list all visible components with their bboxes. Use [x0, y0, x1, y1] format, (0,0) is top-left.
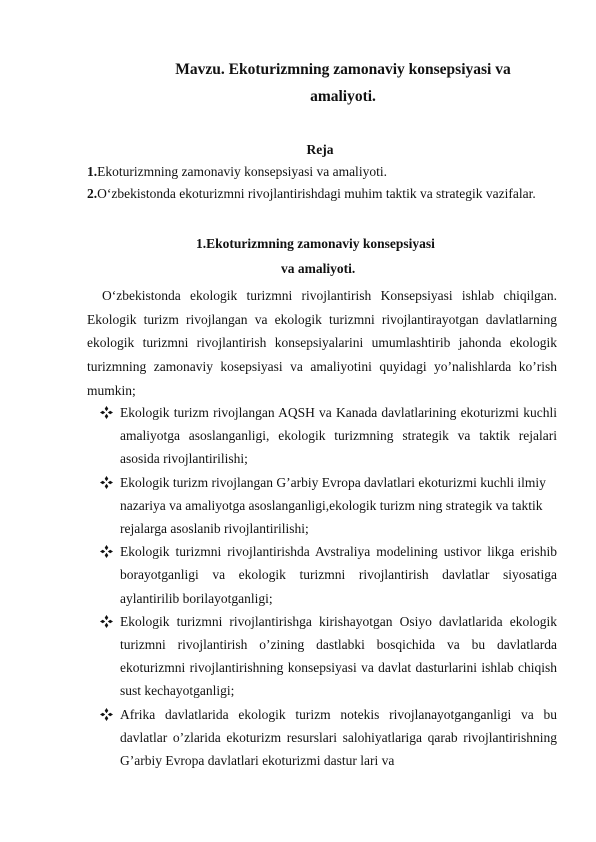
diamond-bullet-icon: [100, 708, 113, 721]
document-title-line1: Mavzu. Ekoturizmning zamonaviy konsepsiyasi va: [175, 61, 511, 78]
intro-paragraph: O‘zbekistonda ekologik turizmni rivojlantirish Konsepsiyasi ishlab chiqilgan. Ekologik turizm rivojlangan va ekologik turizmni rivojlantirayotgan davlatlarning ekologik turizmni rivojlantirish konsepsiyalarini umumlashtirib jahonda ekologik turizmning zamonaviy kosepsiyasi va amaliyotini quyidagi yo’nalishlarda ko’rish mumkin;: [87, 288, 557, 398]
diamond-bullet-icon: [100, 615, 113, 628]
bullet-text: Afrika davlatlarida ekologik turizm notekis rivojlanayotganganligi va bu davlatlar o’zlarida ekoturizm resurslari salohiyatlariga qarab rivojlantirishning G’arbiy Evropa davlatlari ekoturizmi dastur lari va: [120, 706, 557, 769]
bullet-item-2: [100, 471, 557, 541]
diamond-bullet-icon: [100, 406, 113, 419]
plan-item-text: Ekoturizmning zamonaviy konsepsiyasi va amaliyoti.: [97, 164, 387, 179]
section-title-line1: 1.Ekoturizmning zamonaviy konsepsiyasi: [196, 236, 435, 251]
bullet-item-3: [100, 540, 557, 610]
section-title-line2: va amaliyoti.: [281, 261, 356, 276]
diamond-bullet-icon: [100, 545, 113, 558]
bullet-text: Ekologik turizmni rivojlantirishda Avstraliya modelining ustivor likga erishib borayotganligi va ekologik turizmni rivojlantirish davlatlar siyosatiga aylantirilib borilayotganligi;: [120, 544, 557, 606]
bullet-item-4: [100, 610, 557, 703]
bullet-text: Ekologik turizmni rivojlantirishga kirishayotgan Osiyo davlatlarida ekologik turizmni rivojlantirish o’zining dastlabki bosqichida va bu davlatlarda ekoturizmni rivojlantirishning konsepsiyasi va davlat dasturlarini ishlab chiqish sust kechayotganligi;: [120, 613, 557, 699]
plan-item-number: 2.: [87, 186, 98, 201]
plan-item-text: O‘zbekistonda ekoturizmni rivojlantirishdagi muhim taktik va strategik vazifalar.: [97, 186, 536, 201]
diamond-bullet-icon: [100, 476, 113, 489]
bullet-item-5: [100, 703, 557, 773]
plan-item-number: 1.: [87, 164, 98, 179]
plan-item-2: [87, 186, 536, 202]
bullet-text: Ekologik turizm rivojlangan AQSH va Kanada davlatlarining ekoturizmi kuchli amaliyotga asoslanganligi, ekologik turizmning strategik va taktik rejalari asosida rivojlantirilishi;: [120, 405, 557, 467]
plan-heading: Reja: [306, 142, 334, 157]
plan-item-1: [87, 164, 387, 180]
document-title-line2: amaliyoti.: [310, 88, 376, 105]
bullet-list: [100, 401, 557, 772]
bullet-item-1: [100, 401, 557, 471]
bullet-text: Ekologik turizm rivojlangan G’arbiy Evropa davlatlari ekoturizmi kuchli ilmiy nazariya va amaliyotga asoslanganligi,ekologik turizm ning strategik va taktik rejalarga asoslanib rivojlantirilishi;: [120, 474, 546, 537]
